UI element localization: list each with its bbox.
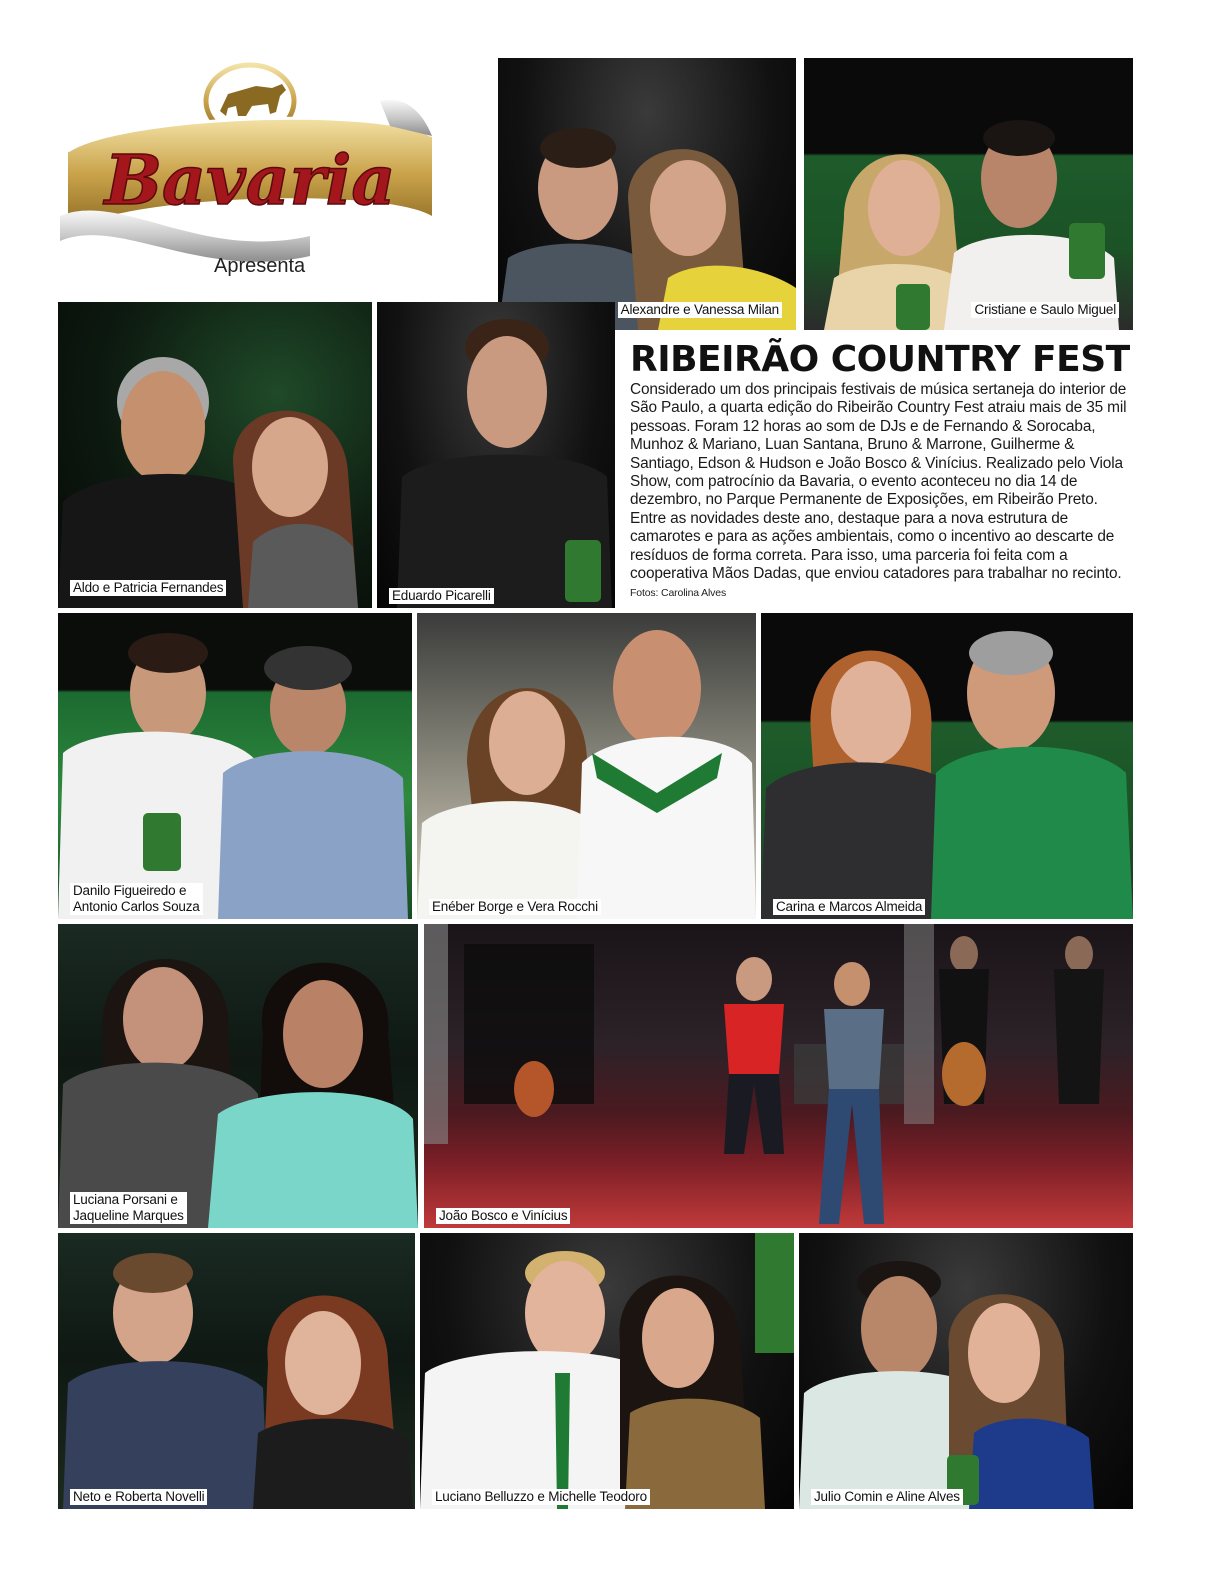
photo-joao-vinicius: [424, 924, 1133, 1228]
photo-luciano-michelle: [420, 1233, 794, 1509]
photo-caption: Alexandre e Vanessa Milan: [618, 302, 782, 318]
photo-caption: Luciano Belluzzo e Michelle Teodoro: [432, 1489, 650, 1505]
photo-caption: Enéber Borge e Vera Rocchi: [429, 899, 601, 915]
photo-caption: Eduardo Picarelli: [389, 588, 494, 604]
photo-figures: [58, 924, 418, 1228]
photo-figures: [58, 302, 372, 608]
article: [630, 340, 1135, 603]
photo-neto-roberta: [58, 1233, 415, 1509]
photo-figures: [799, 1233, 1133, 1509]
photo-caption: Neto e Roberta Novelli: [70, 1489, 207, 1505]
photo-figures: [417, 613, 756, 919]
photo-figures: [424, 924, 1133, 1228]
article-headline: RIBEIRÃO COUNTRY FEST: [630, 339, 1130, 380]
article-body: [630, 381, 1135, 603]
article-body-text: Considerado um dos principais festivais de música sertaneja do interior de São Paulo, a quarta edição do Ribeirão Country Fest atraiu mais de 35 mil pessoas. Foram 12 horas ao som de DJs e de Fernando & Sorocaba, Munhoz & Mariano, Luan Santana, Bruno & Marrone, Guilherme & Santiago, Edson & Hudson e João Bosco & Vinícius. Realizado pelo Viola Show, com patrocínio da Bavaria, o evento aconteceu no dia 14 de dezembro, no Parque Permanente de Exposições, em Ribeirão Preto. Entre as novidades deste ano, destaque para a nova estrutura de camarotes e para as ações ambientais, como o incentivo ao descarte de resíduos de forma correta. Para isso, uma parceria foi feita com a cooperativa Mãos Dadas, que enviou catadores para trabalhar no recinto.: [630, 381, 1127, 583]
brand-wordmark: Bavaria: [104, 141, 396, 221]
photo-figures: [498, 58, 796, 330]
photo-cristiane-saulo: [804, 58, 1133, 330]
photo-figures: [58, 613, 412, 919]
tagline: Apresenta: [214, 255, 306, 277]
photo-figures: [804, 58, 1133, 330]
photo-figures: [761, 613, 1133, 919]
photo-carina-marcos: [761, 613, 1133, 919]
photo-luciana-jaqueline: [58, 924, 418, 1228]
photo-caption: Carina e Marcos Almeida: [773, 899, 925, 915]
photo-credit: Fotos: Carolina Alves: [630, 587, 727, 600]
photo-figures: [420, 1233, 794, 1509]
photo-julio-aline: [799, 1233, 1133, 1509]
photo-caption: Danilo Figueiredo e Antonio Carlos Souza: [70, 883, 203, 915]
photo-danilo-antonio: [58, 613, 412, 919]
photo-caption: João Bosco e Vinícius: [436, 1208, 570, 1224]
photo-figures: [377, 302, 615, 608]
photo-caption: Luciana Porsani e Jaqueline Marques: [70, 1192, 187, 1224]
bavaria-logo: [60, 56, 440, 286]
photo-eneber-vera: [417, 613, 756, 919]
photo-eduardo: [377, 302, 615, 608]
bavaria-logo-graphic: [60, 56, 440, 286]
photo-caption: Julio Comin e Aline Alves: [811, 1489, 963, 1505]
photo-figures: [58, 1233, 415, 1509]
photo-caption: Cristiane e Saulo Miguel: [971, 302, 1119, 318]
photo-alexandre-vanessa: [498, 58, 796, 330]
photo-aldo-patricia: [58, 302, 372, 608]
photo-caption: Aldo e Patricia Fernandes: [70, 580, 226, 596]
